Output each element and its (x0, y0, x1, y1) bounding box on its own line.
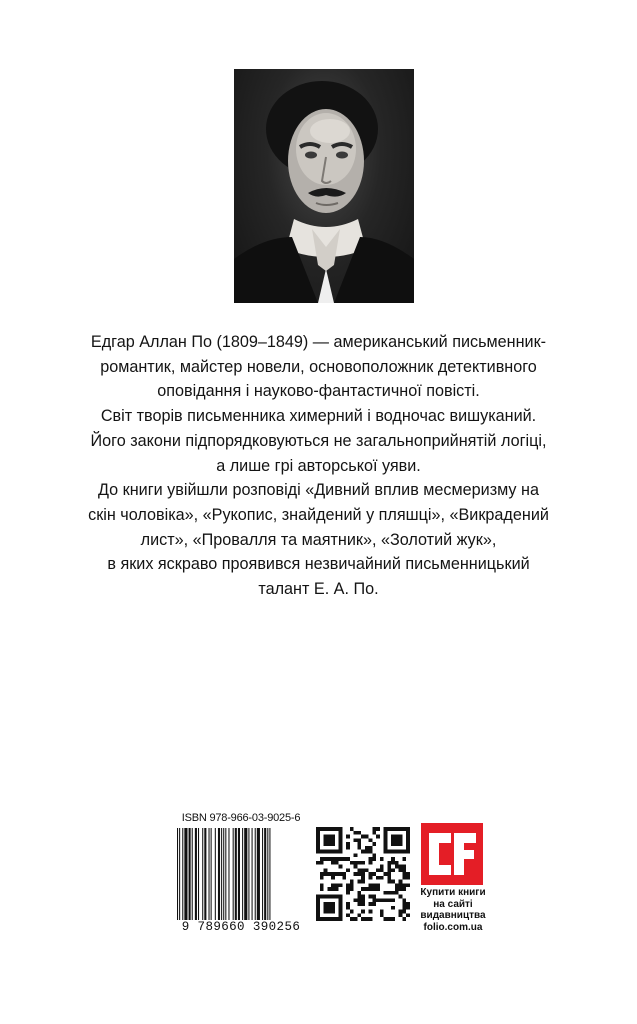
cf-logo-icon (421, 823, 483, 885)
publisher-line: видавництва (420, 910, 486, 921)
description-line: оповідання і науково-фантастичної повісті. (157, 382, 480, 401)
isbn-label: ISBN 978-966-03-9025-6 (181, 812, 301, 824)
publisher-line: Купити книги (420, 887, 486, 898)
description-line: талант Е. А. По. (258, 580, 379, 599)
description-line: Світ творів письменника химерний і водночас вишуканий. (100, 407, 537, 426)
description-line: скін чоловіка», «Рукопис, знайдений у пляшці», «Викрадений (88, 505, 549, 524)
qr-code[interactable] (316, 827, 410, 921)
description-line: До книги увійшли розповіді «Дивний вплив месмеризму на (98, 481, 539, 500)
publisher-block (413, 823, 493, 933)
isbn-barcode (173, 812, 309, 938)
publisher-site-link[interactable]: folio.com.ua (423, 921, 483, 933)
description-line: а лише грі авторської уяви. (216, 456, 421, 475)
description-line: лист», «Провалля та маятник», «Золотий жук», (140, 530, 497, 549)
portrait-photo-icon (234, 69, 414, 303)
qr-code-icon (316, 827, 410, 921)
author-portrait (234, 69, 414, 303)
publisher-info (413, 887, 493, 933)
description-line: Його закони підпорядковуються не загальноприйнятій логіці, (90, 431, 547, 450)
description-line: романтик, майстер новели, основоположник детективного (100, 357, 537, 376)
publisher-line: на сайті (433, 898, 473, 910)
book-description (40, 330, 597, 602)
barcode-digits: 9 789660 390256 (173, 920, 309, 934)
description-line: в яких яскраво проявився незвичайний письменницький (107, 555, 530, 574)
barcode-icon (177, 828, 305, 926)
description-line: Едгар Аллан По (1809–1849) — американський письменник- (90, 333, 547, 351)
